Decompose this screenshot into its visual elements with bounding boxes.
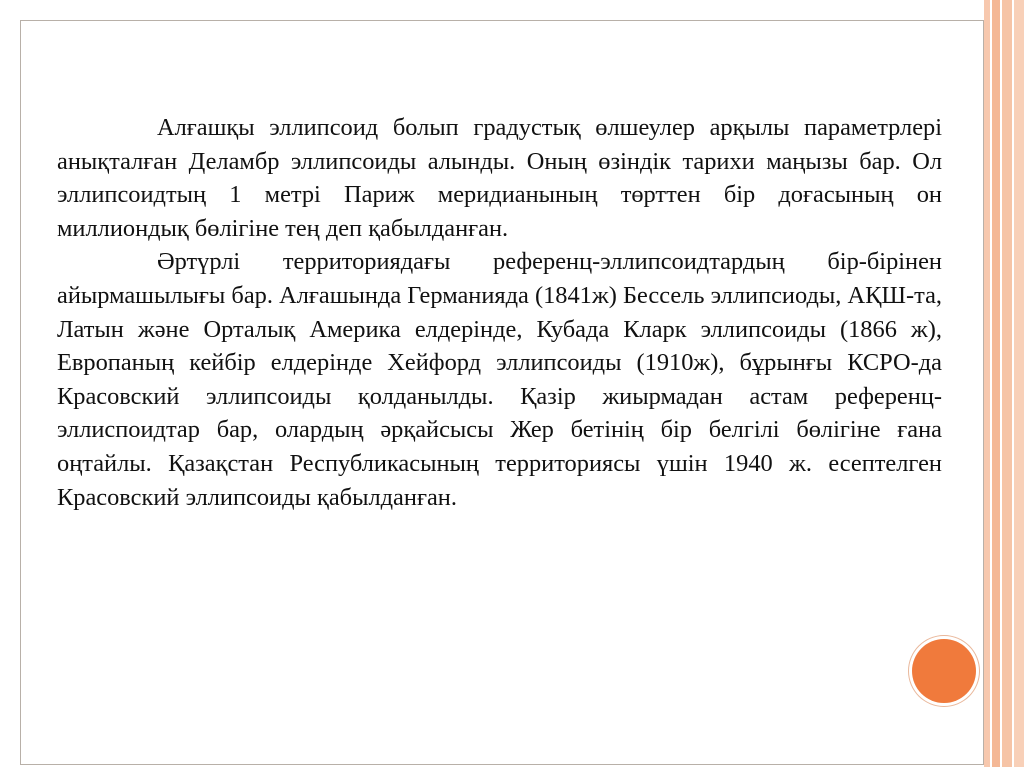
paragraph-delambre-ellipsoid: Алғашқы эллипсоид болып градустық өлшеулер арқылы параметрлері анықталған Деламбр эллипсоиды алынды. Оның өзіндік тарихи маңызы бар. Ол эллипсоидтың 1 метрі Париж меридианының төрттен бір доғасының он миллиондық бөлігіне тең деп қабылданған. [57,114,942,242]
decorative-stripe [992,0,1000,767]
decorative-circle [912,639,976,703]
slide-body-text [57,111,942,514]
decorative-stripe [1002,0,1012,767]
decorative-stripe [1014,0,1024,767]
paragraph-reference-ellipsoids: Әртүрлі территориядағы референц-эллипсоидтардың бір-бірінен айырмашылығы бар. Алғашында Германияда (1841ж) Бессель эллипсиоды, АҚШ-та, Латын және Орталық Америка елдерінде, Кубада Кларк эллипсоиды (1866 ж), Европаның кейбір елдерінде Хейфорд эллипсоиды (1910ж), бұрынғы КСРО-да Красовский эллипсоиды қолданылды. Қазір жиырмадан астам референц-эллиспоидтар бар, олардың әрқайсысы Жер бетінің бір белгілі бөлігіне ғана оңтайлы. Қазақстан Республикасының территориясы үшін 1940 ж. есептелген Красовский эллипсоиды қабылданған. [57,248,942,511]
